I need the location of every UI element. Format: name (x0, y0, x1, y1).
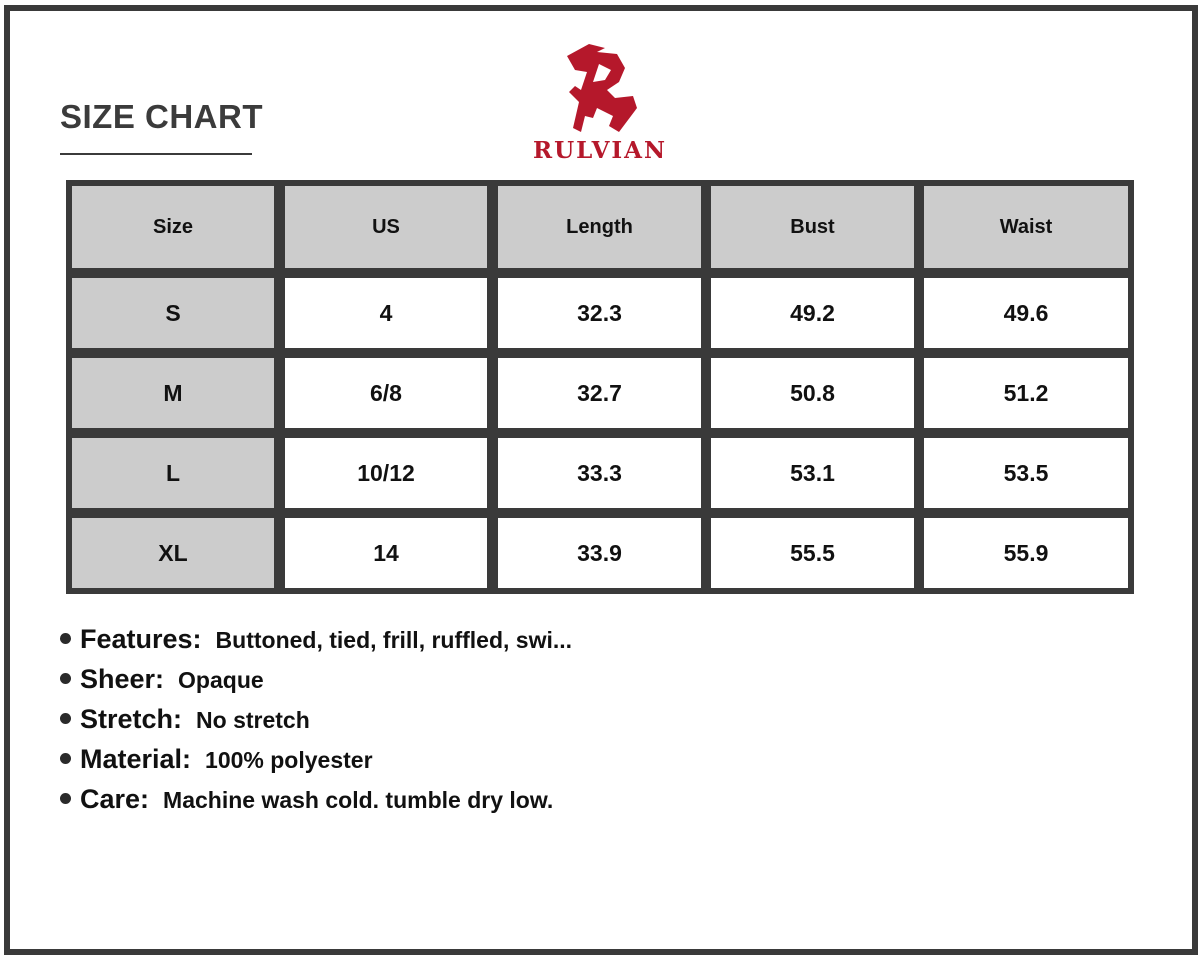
spec-value: Opaque (178, 667, 264, 693)
page-title: SIZE CHART (60, 98, 263, 135)
table-size-cell: XL (72, 518, 274, 588)
bullet-icon (60, 673, 71, 684)
table-cell: 33.3 (498, 438, 701, 508)
spec-label: Care: (80, 784, 150, 814)
brand-logo (515, 42, 685, 167)
spec-item-features (60, 624, 572, 658)
table-header-cell: Length (498, 186, 701, 268)
table-cell: 55.9 (924, 518, 1128, 588)
spec-label: Material: (80, 744, 192, 774)
table-header-cell: Waist (924, 186, 1128, 268)
spec-value: Machine wash cold. tumble dry low. (163, 787, 554, 813)
table-cell: 49.6 (924, 278, 1128, 348)
table-size-cell: S (72, 278, 274, 348)
table-cell: 55.5 (711, 518, 914, 588)
table-header-cell: Size (72, 186, 274, 268)
table-cell: 32.3 (498, 278, 701, 348)
table-cell: 32.7 (498, 358, 701, 428)
spec-item-care (60, 784, 553, 818)
table-cell: 33.9 (498, 518, 701, 588)
table-cell: 51.2 (924, 358, 1128, 428)
table-cell: 53.1 (711, 438, 914, 508)
spec-label: Stretch: (80, 704, 183, 734)
table-cell: 4 (285, 278, 487, 348)
spec-value: No stretch (196, 707, 310, 733)
table-header-cell: Bust (711, 186, 914, 268)
spec-label: Features: (80, 624, 202, 654)
size-table (66, 180, 1134, 594)
table-cell: 10/12 (285, 438, 487, 508)
table-size-cell: L (72, 438, 274, 508)
spec-label: Sheer: (80, 664, 165, 694)
table-cell: 49.2 (711, 278, 914, 348)
spec-item-sheer (60, 664, 264, 698)
table-cell: 50.8 (711, 358, 914, 428)
title-underline (60, 153, 252, 155)
rulvian-r-logo-icon (559, 42, 639, 134)
spec-value: Buttoned, tied, frill, ruffled, swi... (215, 627, 573, 653)
table-header-cell: US (285, 186, 487, 268)
bullet-icon (60, 793, 71, 804)
table-cell: 6/8 (285, 358, 487, 428)
brand-name: RULVIAN (532, 137, 668, 164)
bullet-icon (60, 633, 71, 644)
table-cell: 53.5 (924, 438, 1128, 508)
spec-value: 100% polyester (205, 747, 373, 773)
bullet-icon (60, 753, 71, 764)
bullet-icon (60, 713, 71, 724)
spec-item-material (60, 744, 373, 778)
spec-item-stretch (60, 704, 310, 738)
table-cell: 14 (285, 518, 487, 588)
table-size-cell: M (72, 358, 274, 428)
